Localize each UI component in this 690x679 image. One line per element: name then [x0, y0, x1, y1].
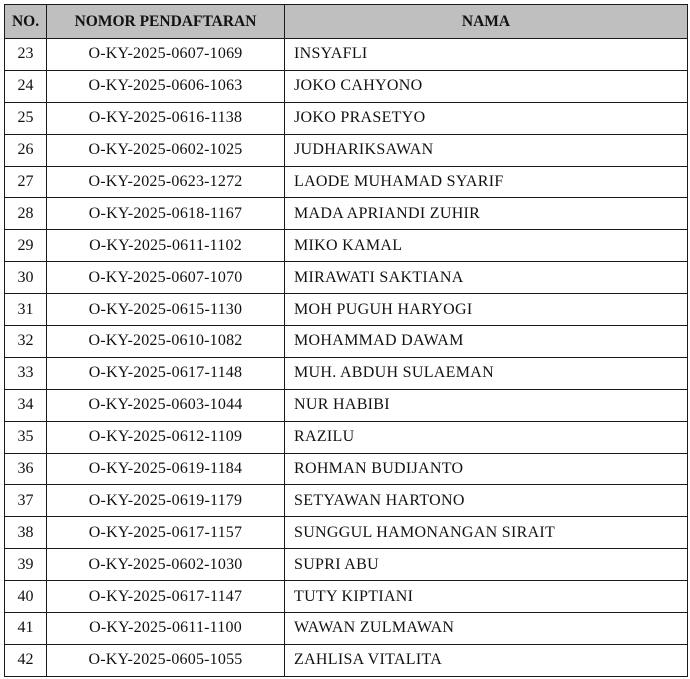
row-number-cell: 23 — [5, 39, 47, 71]
registration-number-cell: O-KY-2025-0602-1025 — [47, 134, 285, 166]
table-row — [5, 453, 688, 485]
name-cell: SETYAWAN HARTONO — [285, 485, 688, 517]
table-row — [5, 262, 688, 294]
table-row — [5, 230, 688, 262]
header-no: NO. — [5, 5, 47, 39]
registration-number-cell: O-KY-2025-0602-1030 — [47, 549, 285, 581]
row-number-cell: 33 — [5, 357, 47, 389]
name-cell: RAZILU — [285, 421, 688, 453]
registration-number-cell: O-KY-2025-0617-1157 — [47, 517, 285, 549]
row-number-cell: 29 — [5, 230, 47, 262]
table-row — [5, 581, 688, 613]
header-name: NAMA — [285, 5, 688, 39]
registration-number-cell: O-KY-2025-0612-1109 — [47, 421, 285, 453]
row-number-cell: 35 — [5, 421, 47, 453]
name-cell: SUNGGUL HAMONANGAN SIRAIT — [285, 517, 688, 549]
table-header — [5, 5, 688, 39]
row-number-cell: 24 — [5, 70, 47, 102]
registration-number-cell: O-KY-2025-0623-1272 — [47, 166, 285, 198]
row-number-cell: 40 — [5, 581, 47, 613]
header-row — [5, 5, 688, 39]
registration-number-cell: O-KY-2025-0611-1102 — [47, 230, 285, 262]
name-cell: JOKO CAHYONO — [285, 70, 688, 102]
table-row — [5, 485, 688, 517]
table-row — [5, 389, 688, 421]
row-number-cell: 39 — [5, 549, 47, 581]
table-row — [5, 134, 688, 166]
table-row — [5, 102, 688, 134]
row-number-cell: 25 — [5, 102, 47, 134]
table-row — [5, 326, 688, 358]
table-row — [5, 70, 688, 102]
table-row — [5, 421, 688, 453]
registration-number-cell: O-KY-2025-0619-1184 — [47, 453, 285, 485]
table-row — [5, 357, 688, 389]
name-cell: ROHMAN BUDIJANTO — [285, 453, 688, 485]
name-cell: JUDHARIKSAWAN — [285, 134, 688, 166]
name-cell: MUH. ABDUH SULAEMAN — [285, 357, 688, 389]
registration-number-cell: O-KY-2025-0617-1147 — [47, 581, 285, 613]
name-cell: NUR HABIBI — [285, 389, 688, 421]
name-cell: MOH PUGUH HARYOGI — [285, 294, 688, 326]
row-number-cell: 36 — [5, 453, 47, 485]
name-cell: ZAHLISA VITALITA — [285, 644, 688, 676]
row-number-cell: 38 — [5, 517, 47, 549]
registration-number-cell: O-KY-2025-0605-1055 — [47, 644, 285, 676]
table-row — [5, 613, 688, 645]
row-number-cell: 41 — [5, 613, 47, 645]
row-number-cell: 42 — [5, 644, 47, 676]
registration-number-cell: O-KY-2025-0619-1179 — [47, 485, 285, 517]
row-number-cell: 30 — [5, 262, 47, 294]
name-cell: LAODE MUHAMAD SYARIF — [285, 166, 688, 198]
table-row — [5, 644, 688, 676]
table-row — [5, 198, 688, 230]
registration-number-cell: O-KY-2025-0610-1082 — [47, 326, 285, 358]
name-cell: WAWAN ZULMAWAN — [285, 613, 688, 645]
row-number-cell: 26 — [5, 134, 47, 166]
name-cell: MOHAMMAD DAWAM — [285, 326, 688, 358]
registration-number-cell: O-KY-2025-0618-1167 — [47, 198, 285, 230]
registration-number-cell: O-KY-2025-0616-1138 — [47, 102, 285, 134]
name-cell: INSYAFLI — [285, 39, 688, 71]
table-row — [5, 517, 688, 549]
registration-number-cell: O-KY-2025-0615-1130 — [47, 294, 285, 326]
table-row — [5, 549, 688, 581]
row-number-cell: 37 — [5, 485, 47, 517]
row-number-cell: 28 — [5, 198, 47, 230]
registration-number-cell: O-KY-2025-0603-1044 — [47, 389, 285, 421]
table-row — [5, 39, 688, 71]
table-body — [5, 39, 688, 677]
registration-number-cell: O-KY-2025-0611-1100 — [47, 613, 285, 645]
table-row — [5, 166, 688, 198]
registration-number-cell: O-KY-2025-0606-1063 — [47, 70, 285, 102]
name-cell: MIRAWATI SAKTIANA — [285, 262, 688, 294]
registration-number-cell: O-KY-2025-0607-1069 — [47, 39, 285, 71]
row-number-cell: 32 — [5, 326, 47, 358]
registration-table — [4, 4, 688, 677]
row-number-cell: 27 — [5, 166, 47, 198]
name-cell: JOKO PRASETYO — [285, 102, 688, 134]
registration-number-cell: O-KY-2025-0617-1148 — [47, 357, 285, 389]
header-registration-number: NOMOR PENDAFTARAN — [47, 5, 285, 39]
name-cell: SUPRI ABU — [285, 549, 688, 581]
name-cell: TUTY KIPTIANI — [285, 581, 688, 613]
table-row — [5, 294, 688, 326]
row-number-cell: 34 — [5, 389, 47, 421]
row-number-cell: 31 — [5, 294, 47, 326]
name-cell: MADA APRIANDI ZUHIR — [285, 198, 688, 230]
name-cell: MIKO KAMAL — [285, 230, 688, 262]
registration-number-cell: O-KY-2025-0607-1070 — [47, 262, 285, 294]
